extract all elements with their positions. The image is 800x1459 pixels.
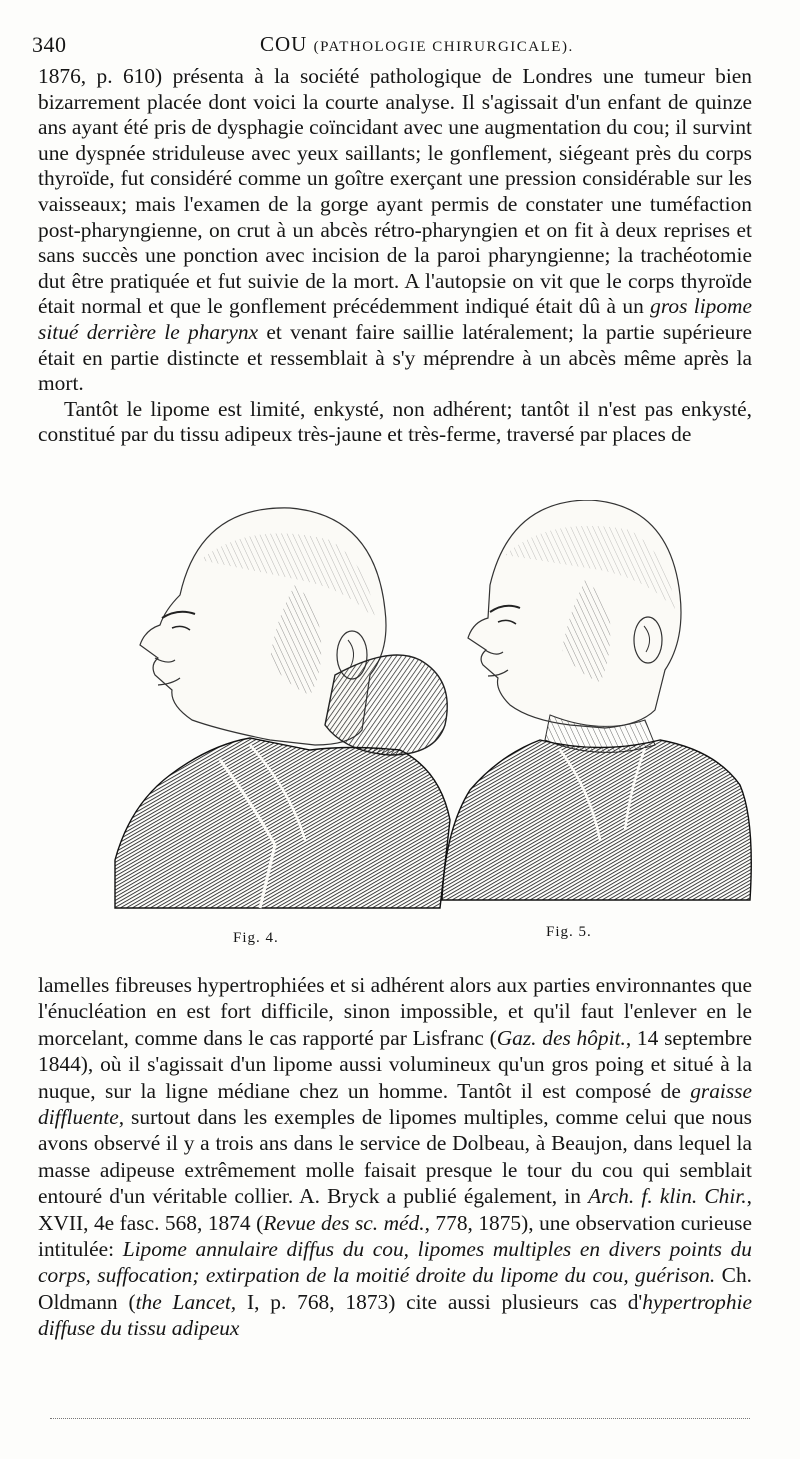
- paragraph-text: , XVII, 4e fasc. 568, 1874 (: [38, 1184, 752, 1235]
- paragraph-text: lamelles fibreuses hypertrophiées et si adhérent alors aux parties environnantes que l'énucléation en est fort difficile, sinon impossible, et qu'il faut l'enlever en le morcelant, comme dans le cas rapporté par Lisfranc (: [38, 973, 752, 1050]
- top-text-block: [38, 64, 752, 448]
- paragraph-text: Ch. Oldmann (: [38, 1263, 752, 1314]
- paragraph-text: et venant faire saillie latéralement; la partie supérieure était en partie distincte et ressemblait à s'y méprendre à un abcès même après la mort.: [38, 319, 752, 396]
- italic-citation: Arch. f. klin. Chir.: [588, 1184, 747, 1209]
- paragraph-text: surtout dans les exemples de lipomes multiples, comme celui que nous avons observé il y a trois ans dans le service de Dolbeau, à Beaujon, dans lequel la masse adipeuse extrêmement molle faisait presque le tour du cou qui semblait entouré d'un véritable collier. A. Bryck a publié également, in: [38, 1105, 752, 1209]
- figure-illustrations: [100, 500, 760, 910]
- italic-phrase: gros lipome situé derrière le pharynx: [38, 294, 752, 344]
- paragraph-text: 1876, p. 610) présenta à la société pathologique de Londres une tumeur bien bizarrement placée dont voici la courte analyse. Il s'agissait d'un enfant de quinze ans ayant été pris de dysphagie coïncidant avec une augmentation du cou; il survint une dyspnée striduleuse avec yeux saillants; le gonflement, siégeant près du corps thyroïde, fut considéré comme un goître exerçant une pression considérable sur les vaisseaux; mais l'examen de la gorge ayant permis de constater une tuméfaction post-pharyngienne, on crut à un abcès rétro-pharyngien et on fit à deux reprises et sans succès une ponction avec incision de la paroi pharyngienne; la trachéotomie dut être pratiquée et fut suivie de la mort. A l'autopsie on vit que le corps thyroïde était normal et que le gonflement précédemment indiqué était dû à un: [38, 64, 752, 319]
- italic-phrase: hypertrophie diffuse du tissu adipeux: [38, 1289, 752, 1341]
- page-header: [30, 28, 770, 60]
- running-title: [260, 32, 574, 57]
- paragraph-case-report: [38, 64, 752, 397]
- italic-phrase: graisse diffluente,: [38, 1078, 752, 1130]
- italic-citation: Gaz. des hôpit.: [496, 1025, 626, 1050]
- bottom-text-block: [38, 972, 752, 1342]
- paragraph-lipome-types: Tantôt le lipome est limité, enkysté, non adhérent; tantôt il n'est pas enkysté, constitué par du tissu adipeux très-jaune et très-ferme, traversé par places de: [38, 396, 752, 447]
- italic-citation: the Lancet,: [135, 1289, 237, 1314]
- running-title-sub: (PATHOLOGIE CHIRURGICALE).: [313, 39, 574, 55]
- figure-5-portrait: [442, 500, 751, 900]
- engraving-illustrations: [100, 500, 760, 910]
- figure-4-portrait: [115, 508, 450, 908]
- figure-4-caption: Fig. 4.: [233, 930, 279, 946]
- paragraph-text: , 778, 1875), une observation curieuse intitulée:: [38, 1210, 752, 1262]
- running-title-main: COU: [260, 32, 308, 56]
- figure-5-caption: Fig. 5.: [546, 924, 592, 940]
- paragraph-text: , 14 septembre 1844), où il s'agissait d'un lipome aussi volumineux qu'un gros poing et situé à la nuque, sur la ligne médiane chez un homme. Tantôt il est composé de: [38, 1025, 752, 1103]
- paragraph-text: I, p. 768, 1873) cite aussi plusieurs cas d': [236, 1289, 643, 1314]
- footer-dotted-rule: [50, 1418, 750, 1419]
- italic-title: Lipome annulaire diffus du cou, lipomes multiples en divers points du corps, suffocation; extirpation de la moitié droite du lipome du cou, guérison.: [38, 1237, 752, 1288]
- paragraph-lipome-continued: [38, 972, 752, 1342]
- italic-citation: Revue des sc. méd.: [263, 1210, 425, 1235]
- page-number: 340: [32, 32, 67, 57]
